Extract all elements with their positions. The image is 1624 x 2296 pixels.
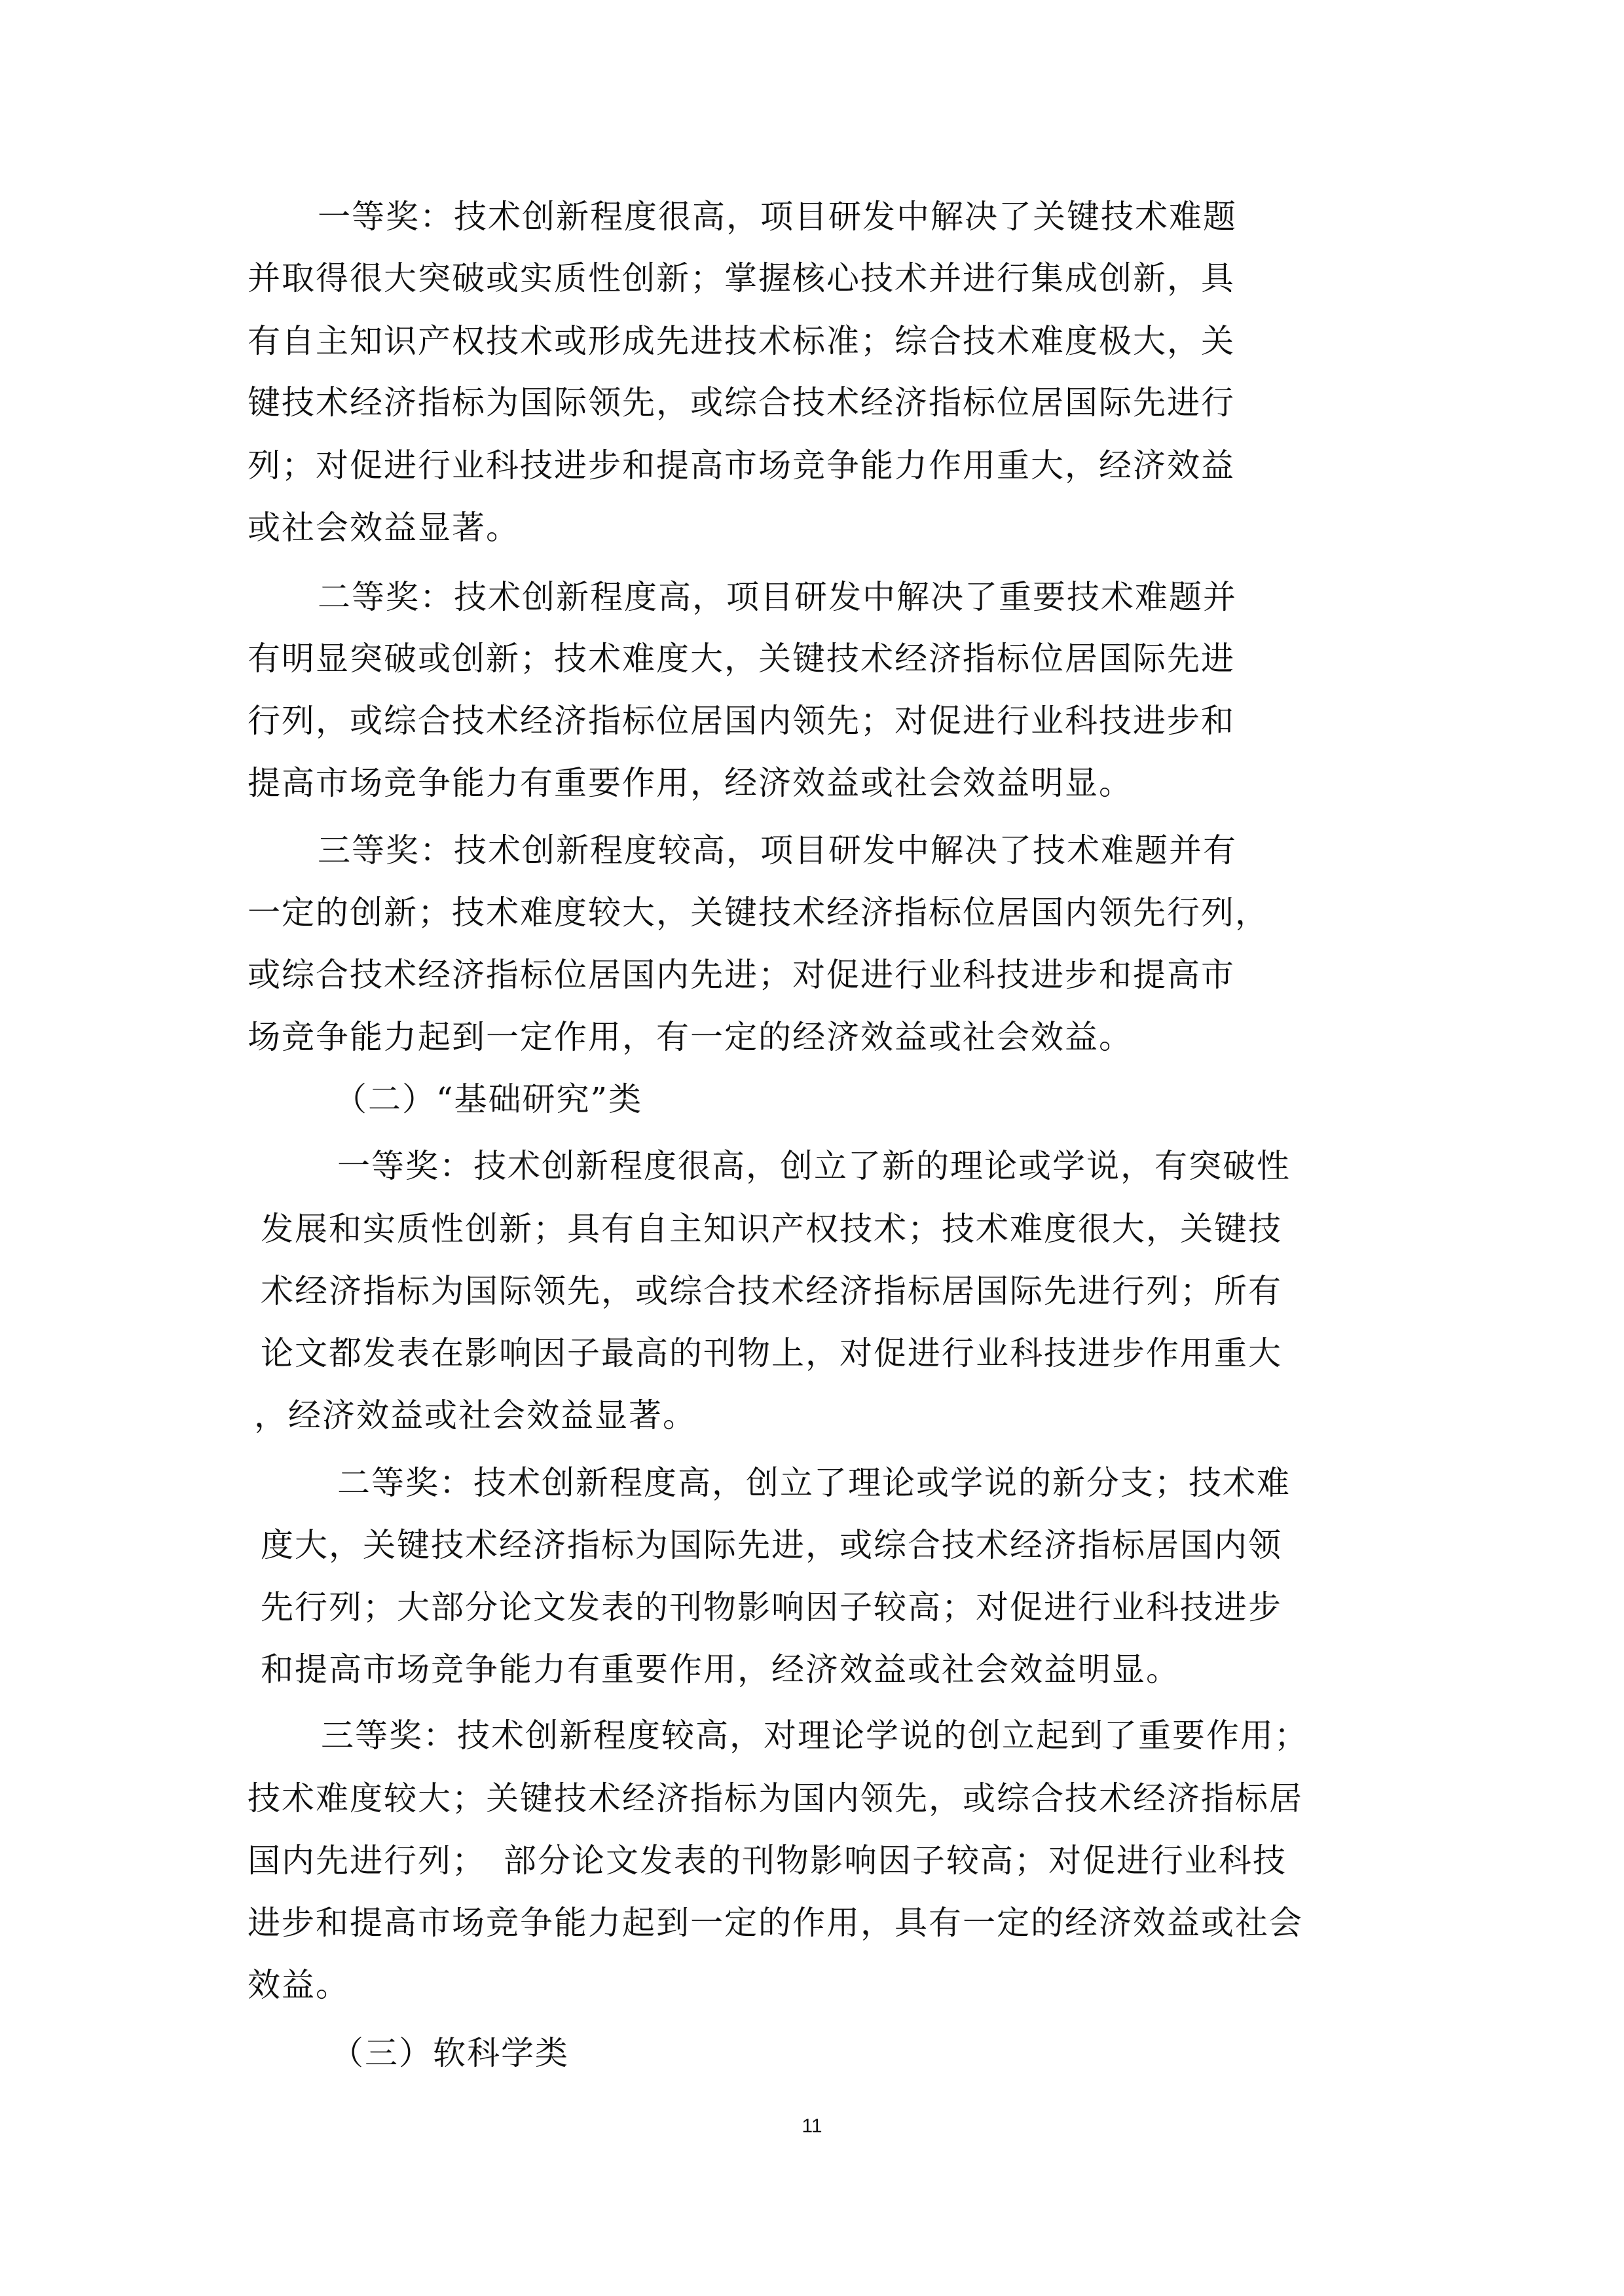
paragraph-line: 进步和提高市场竞争能力起到一定的作用，具有一定的经济效益或社会 xyxy=(248,1904,1303,1942)
paragraph-line: 技术难度较大；关键技术经济指标为国内领先，或综合技术经济指标居 xyxy=(248,1779,1303,1817)
paragraph-line: 一定的创新；技术难度较大，关键技术经济指标位居国内领先行列， xyxy=(248,894,1269,932)
paragraph-line: 场竞争能力起到一定作用，有一定的经济效益或社会效益。 xyxy=(248,1018,1133,1056)
section-heading-soft-science: （三）软科学类 xyxy=(331,2034,569,2072)
award-second-line: 二等奖：技术创新程度高，创立了理论或学说的新分支；技术难 xyxy=(337,1464,1291,1502)
award-third-line: 三等奖：技术创新程度较高，对理论学说的创立起到了重要作用； xyxy=(321,1717,1308,1755)
paragraph-line: 有明显突破或创新；技术难度大，关键技术经济指标位居国际先进 xyxy=(248,640,1235,678)
paragraph-line: 列；对促进行业科技进步和提高市场竞争能力作用重大，经济效益 xyxy=(248,446,1235,484)
paragraph-line: ，经济效益或社会效益显著。 xyxy=(254,1396,697,1434)
page-number: 11 xyxy=(802,2115,822,2137)
award-second-line: 二等奖：技术创新程度高，项目研发中解决了重要技术难题并 xyxy=(318,578,1237,616)
paragraph-line: 并取得很大突破或实质性创新；掌握核心技术并进行集成创新，具 xyxy=(248,259,1235,297)
paragraph-line: 先行列；大部分论文发表的刊物影响因子较高；对促进行业科技进步 xyxy=(261,1588,1282,1626)
paragraph-line: 术经济指标为国际领先，或综合技术经济指标居国际先进行列；所有 xyxy=(261,1272,1282,1310)
paragraph-line: 国内先进行列； 部分论文发表的刊物影响因子较高；对促进行业科技 xyxy=(248,1842,1287,1880)
paragraph-line: 或综合技术经济指标位居国内先进；对促进行业科技进步和提高市 xyxy=(248,956,1235,994)
paragraph-line: 和提高市场竞争能力有重要作用，经济效益或社会效益明显。 xyxy=(261,1650,1180,1688)
award-first-line: 一等奖：技术创新程度很高，项目研发中解决了关键技术难题 xyxy=(318,198,1237,236)
paragraph-line: 有自主知识产权技术或形成先进技术标准；综合技术难度极大，关 xyxy=(248,322,1235,360)
paragraph-line: 行列，或综合技术经济指标位居国内领先；对促进行业科技进步和 xyxy=(248,702,1235,740)
paragraph-line: 或社会效益显著。 xyxy=(248,509,520,547)
paragraph-line: 效益。 xyxy=(248,1966,350,2004)
paragraph-line: 发展和实质性创新；具有自主知识产权技术；技术难度很大，关键技 xyxy=(261,1210,1282,1248)
award-first-line: 一等奖：技术创新程度很高，创立了新的理论或学说，有突破性 xyxy=(337,1147,1291,1185)
paragraph-line: 度大，关键技术经济指标为国际先进，或综合技术经济指标居国内领 xyxy=(261,1526,1282,1564)
paragraph-line: 键技术经济指标为国际领先，或综合技术经济指标位居国际先进行 xyxy=(248,384,1235,422)
award-third-line: 三等奖：技术创新程度较高，项目研发中解决了技术难题并有 xyxy=(318,831,1237,869)
paragraph-line: 论文都发表在影响因子最高的刊物上，对促进行业科技进步作用重大 xyxy=(261,1334,1282,1372)
section-heading-basic-research: （二）“基础研究”类 xyxy=(334,1080,643,1118)
paragraph-line: 提高市场竞争能力有重要作用，经济效益或社会效益明显。 xyxy=(248,764,1133,802)
